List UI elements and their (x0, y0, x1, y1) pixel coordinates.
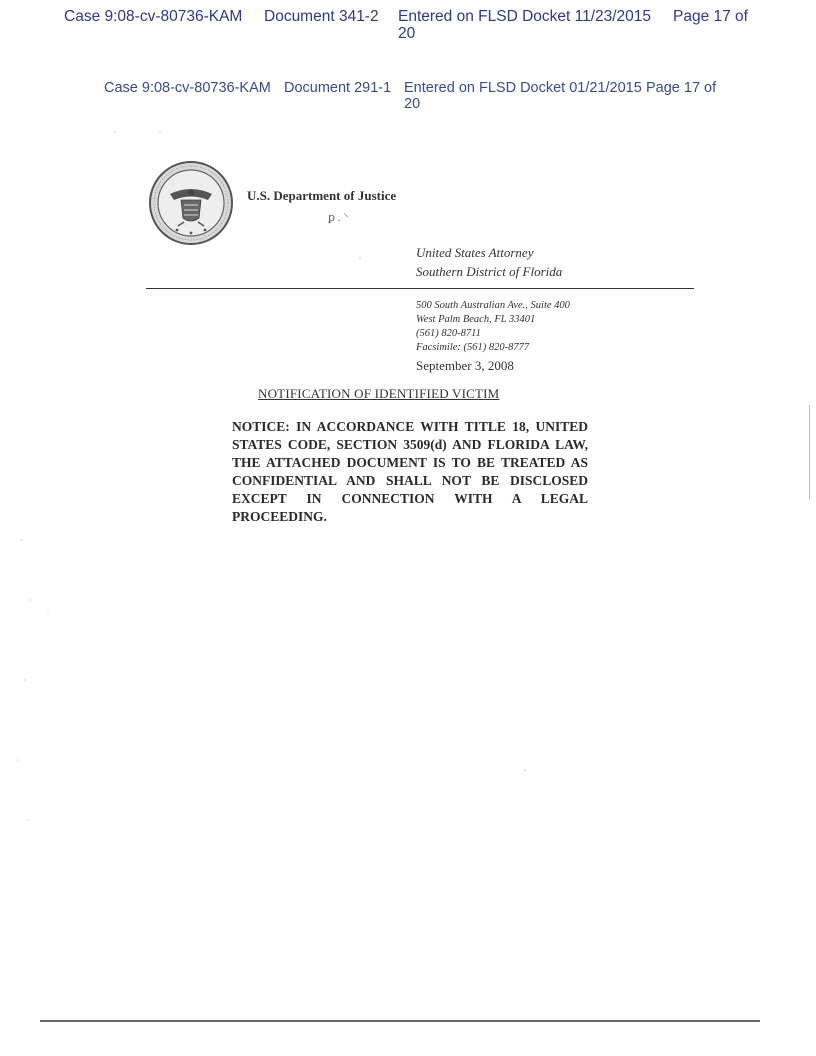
stamp-document-number: Document 341-2 (264, 8, 379, 25)
stamp-page-total: 20 (404, 96, 421, 112)
stamp-case-number: Case 9:08-cv-80736-KAM (64, 8, 243, 25)
page-bottom-line (40, 1020, 760, 1022)
office-district: Southern District of Florida (416, 264, 563, 279)
address-phone: (561) 820-8711 (416, 328, 481, 339)
address-city: West Palm Beach, FL 33401 (416, 314, 536, 325)
notice-body: NOTICE: IN ACCORDANCE WITH TITLE 18, UNITED STATES CODE, SECTION 3509(d) AND FLORIDA LAW, THE ATTACHED DOCUMENT IS TO BE TREATED AS CONFIDENTIAL AND SHALL NOT BE DISCLOSED EXCEPT IN CONNECTION WITH A LEGAL PROCEEDING. (232, 419, 588, 524)
letter-date: September 3, 2008 (416, 358, 514, 373)
scan-artifact: ꝑ . ⸌ (328, 212, 349, 224)
notice-heading: NOTIFICATION OF IDENTIFIED VICTIM (258, 386, 500, 401)
stamp-entered: Entered on FLSD Docket 11/23/2015 (398, 8, 652, 25)
stamp-page: Page 17 of (673, 8, 748, 25)
office-title: United States Attorney (416, 245, 534, 260)
stamp-page-total: 20 (398, 25, 416, 42)
agency-name: U.S. Department of Justice (247, 188, 397, 203)
scan-edge-line (809, 405, 810, 500)
stamp-page: Page 17 of (646, 80, 717, 96)
stamp-case-number: Case 9:08-cv-80736-KAM (104, 80, 271, 96)
address-street: 500 South Australian Ave., Suite 400 (416, 300, 570, 311)
stamp-entered: Entered on FLSD Docket 01/21/2015 (404, 80, 642, 96)
address-fax: Facsimile: (561) 820-8777 (416, 342, 530, 353)
stamp-document-number: Document 291-1 (284, 80, 392, 96)
